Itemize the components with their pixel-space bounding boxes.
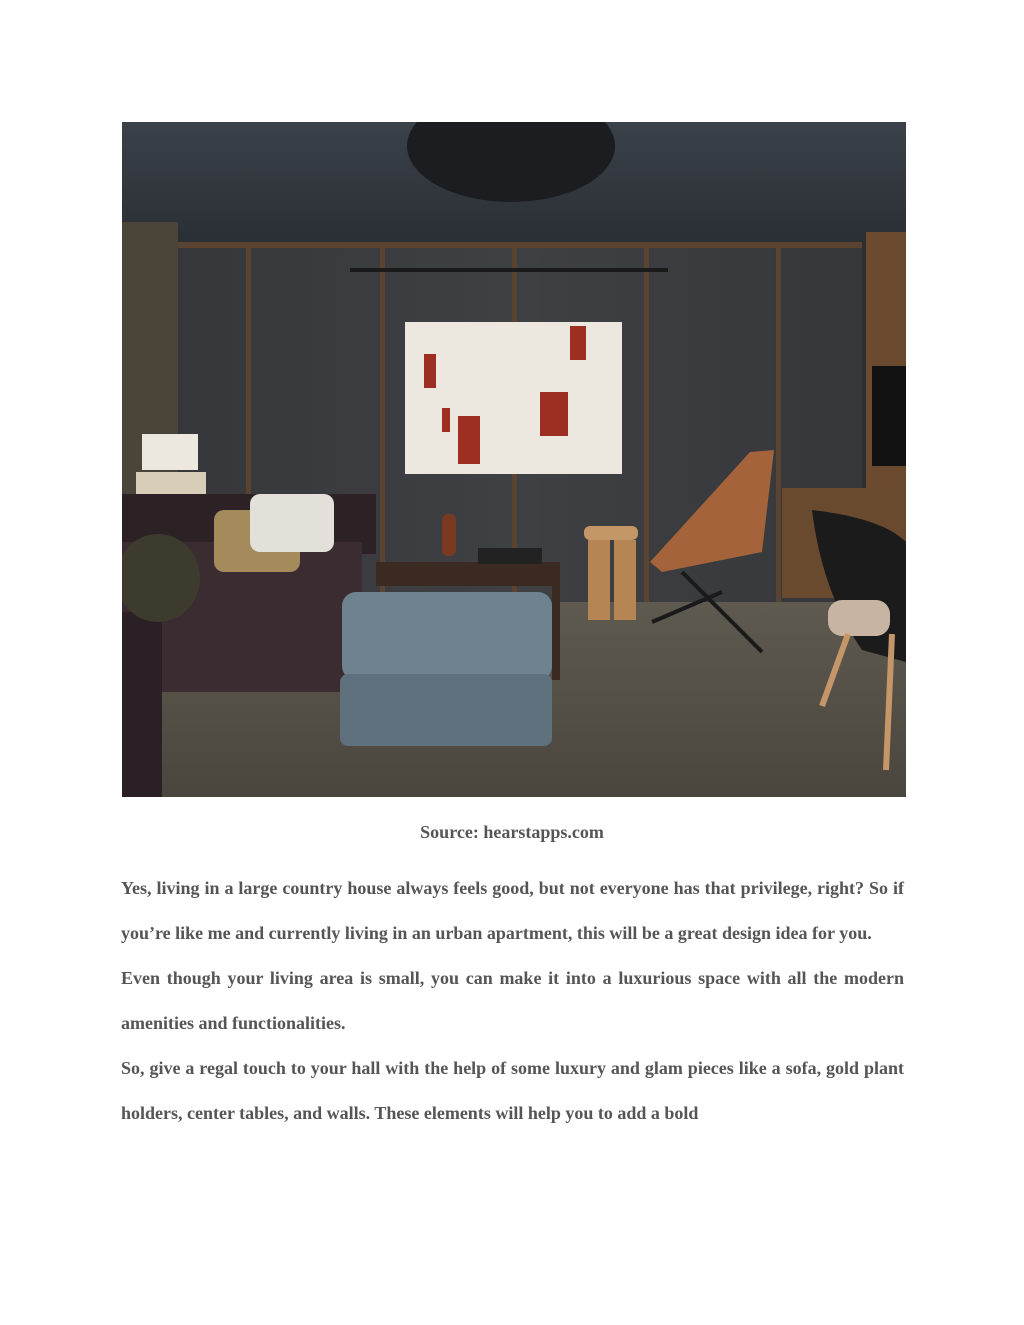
article-body — [121, 866, 904, 1136]
paragraph: Even though your living area is small, you can make it into a luxurious space with all the modern amenities and functionalities. — [121, 968, 904, 1033]
paragraph: Yes, living in a large country house always feels good, but not everyone has that privilege, right? So if you’re like me and currently living in an urban apartment, this will be a great design idea for you. — [121, 878, 904, 943]
paragraph: So, give a regal touch to your hall with the help of some luxury and glam pieces like a sofa, gold plant holders, center tables, and walls. These elements will help you to add a bold — [121, 1058, 904, 1123]
living-room-photo — [122, 122, 906, 797]
image-caption: Source: hearstapps.com — [420, 822, 604, 842]
